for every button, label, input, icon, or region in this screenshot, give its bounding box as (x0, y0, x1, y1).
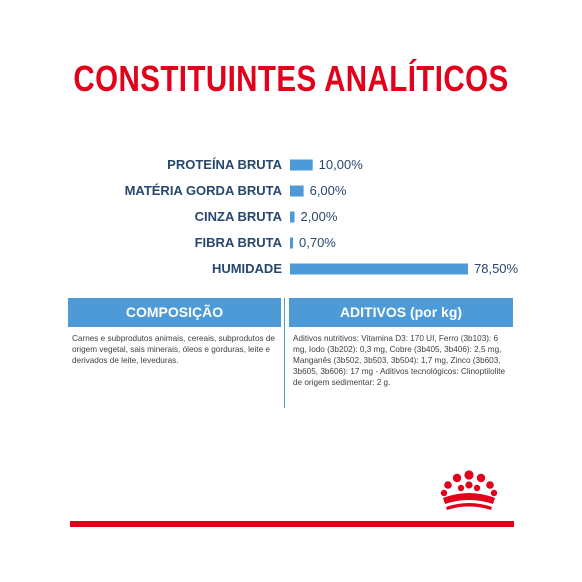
bar (290, 160, 313, 171)
category-label: HUMIDADE (211, 261, 282, 276)
value-label: 0,70% (299, 235, 336, 250)
additives-header: ADITIVOS (por kg) (289, 298, 513, 326)
category-label: CINZA BRUTA (194, 209, 282, 224)
composition-text: Carnes e subprodutos animais, cereais, subprodutos de origem vegetal, sais minerais, óleos e gorduras, leite e derivados de leite, leveduras. (68, 326, 281, 366)
value-label: 2,00% (300, 209, 338, 224)
category-label: MATÉRIA GORDA BRUTA (124, 183, 282, 198)
bar (290, 186, 304, 197)
value-label: 10,00% (318, 157, 363, 172)
panel-divider (284, 298, 285, 408)
bar (290, 264, 468, 275)
bar (290, 238, 293, 249)
royal-canin-crown-icon (437, 468, 501, 512)
category-label: PROTEÍNA BRUTA (167, 157, 282, 172)
composition-panel (68, 298, 281, 366)
category-label: FIBRA BRUTA (194, 235, 282, 250)
additives-text: Aditivos nutritivos: Vitamina D3: 170 UI, Ferro (3b103): 6 mg, Iodo (3b202): 0,3 mg, Cobre (3b405, 3b406): 2,5 mg, Manganês (3b502, 3b503, 3b504): 1,7 mg, Zinco (3b603, 3b605, 3b606): 17 mg - Aditivos tecnológicos: Clinoptilolite de origem sedimentar: 2 g. (289, 326, 513, 388)
bottom-red-bar (70, 521, 514, 527)
bar (290, 212, 295, 223)
additives-panel (289, 298, 513, 388)
value-label: 78,50% (474, 261, 519, 276)
composition-header: COMPOSIÇÃO (68, 298, 281, 326)
page-title: CONSTITUINTES ANALÍTICOS (73, 58, 509, 99)
analytical-constituents-chart (0, 150, 582, 285)
value-label: 6,00% (309, 183, 347, 198)
